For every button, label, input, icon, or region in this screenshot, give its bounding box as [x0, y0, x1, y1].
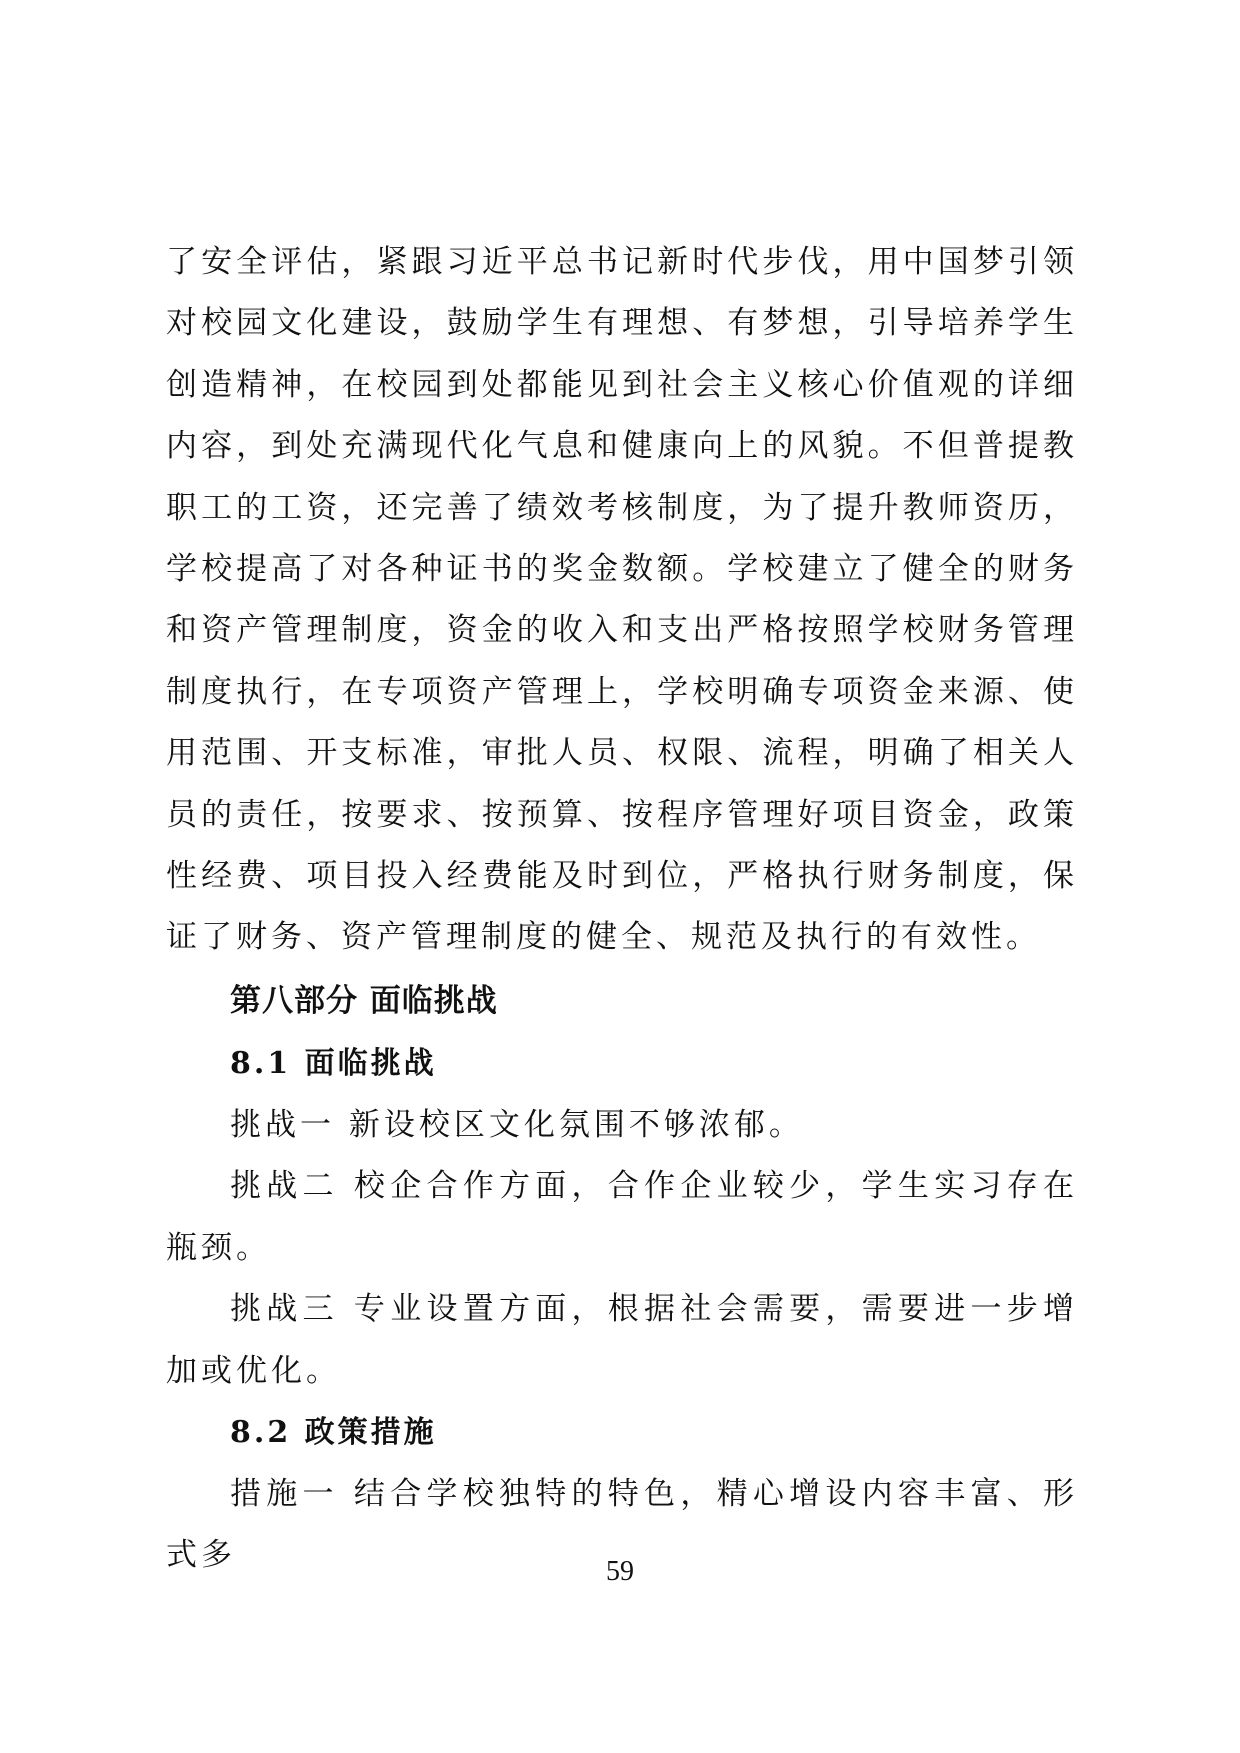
challenge-item-1: 挑战一 新设校区文化氛围不够浓郁。 — [230, 1106, 804, 1143]
challenge-item-2: 挑战二 校企合作方面，合作企业较少，学生实习存在瓶颈。 — [166, 1168, 1078, 1266]
measure-item-1: 措施一 结合学校独特的特色，精心增设内容丰富、形式多 — [166, 1475, 1078, 1574]
challenge-item-3: 挑战三 专业设置方面，根据社会需要，需要进一步增加或优化。 — [166, 1291, 1078, 1389]
subsection-heading-challenges: 8.1 面临挑战 — [230, 1045, 437, 1081]
page-number: 59 — [606, 1556, 634, 1587]
page-content — [166, 232, 1078, 1587]
subsection-heading-measures: 8.2 政策措施 — [230, 1414, 437, 1450]
section-heading: 第八部分 面临挑战 — [230, 982, 498, 1019]
body-paragraph: 了安全评估，紧跟习近平总书记新时代步伐，用中国梦引领对校园文化建设，鼓励学生有理想、有梦想，引导培养学生创造精神，在校园到处都能见到社会主义核心价值观的详细内容，到处充满现代化气息和健康向上的风貌。不但普提教职工的工资，还完善了绩效考核制度，为了提升教师资历，学校提高了对各种证书的奖金数额。学校建立了健全的财务和资产管理制度，资金的收入和支出严格按照学校财务管理制度执行，在专项资产管理上，学校明确专项资金来源、使用范围、开支标准，审批人员、权限、流程，明确了相关人员的责任，按要求、按预算、按程序管理好项目资金，政策性经费、项目投入经费能及时到位，严格执行财务制度，保证了财务、资产管理制度的健全、规范及执行的有效性。 — [166, 244, 1078, 956]
